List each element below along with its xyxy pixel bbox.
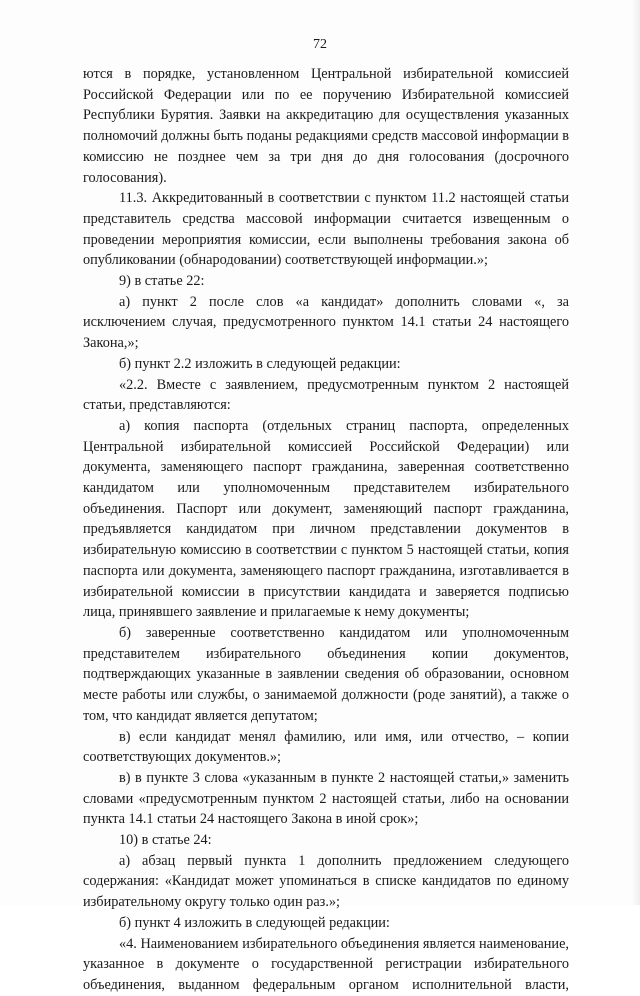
paragraph: б) пункт 4 изложить в следующей редакции: <box>119 914 390 931</box>
paragraph: б) пункт 2.2 изложить в следующей редакции: <box>119 355 401 372</box>
paragraph: в) в пункте 3 слова «указанным в пункте 2 настоящей статьи,» заменить словами «предусмотренным пунктом 2 настоящей статьи, либо на основании пункта 14.1 статьи 24 настоящего Закона в иной срок»; <box>83 769 569 828</box>
page-body <box>83 64 569 996</box>
paragraph: б) заверенные соответственно кандидатом или уполномоченным представителем избирательного объединения копии документов, подтверждающих указанные в заявлении сведения об образовании, основном месте работы или службы, о занимаемой должности (роде занятий), а также о том, что кандидат является депутатом; <box>83 624 569 724</box>
paragraph: «4. Наименованием избирательного объединения является наименование, указанное в документе о государственной регистрации избирательного объединения, выданном федеральным органом исполнительной власти, <box>83 935 569 993</box>
page-edge-shadow <box>632 0 640 905</box>
page-number: 72 <box>313 37 327 52</box>
paragraph: «2.2. Вместе с заявлением, предусмотренным пунктом 2 настоящей статьи, представляются: <box>83 376 569 414</box>
paragraph: а) копия паспорта (отдельных страниц паспорта, определенных Центральной избирательной комиссией Российской Федерации) или документа, заменяющего паспорт гражданина, заверенная соответственно кандидатом или уполномоченным представителем избирательного объединения. Паспорт или документ, заменяющий паспорт гражданина, предъявляется кандидатом при личном представлении документов в избирательную комиссию в соответствии с пунктом 5 настоящей статьи, копия паспорта или документа, заменяющего паспорт гражданина, изготавливается в избирательной комиссии в присутствии кандидата и заверяется подписью лица, принявшего заявление и прилагаемые к нему документы; <box>83 417 569 621</box>
paragraph: ются в порядке, установленном Центральной избирательной комиссией Российской Федерации или по ее поручению Избирательной комиссией Республики Бурятия. Заявки на аккредитацию для осуществления указанных полномочий должны быть поданы редакциями средств массовой информации в комиссию не позднее чем за три дня до дня голосования (досрочного голосования). <box>83 66 569 186</box>
paragraph: 10) в статье 24: <box>119 832 212 849</box>
paragraph: 11.3. Аккредитованный в соответствии с пунктом 11.2 настоящей статьи представитель средства массовой информации считается извещенным о проведении мероприятия комиссии, если выполнены требования закона об опубликовании (обнародовании) соответствующей информации.»; <box>83 190 569 269</box>
paragraph: в) если кандидат менял фамилию, или имя, или отчество, – копии соответствующих документов.»; <box>83 728 569 766</box>
paragraph: а) абзац первый пункта 1 дополнить предложением следующего содержания: «Кандидат может упоминаться в списке кандидатов по единому избирательному округу только один раз.»; <box>83 852 569 911</box>
paragraph: 9) в статье 22: <box>119 273 205 290</box>
paragraph: а) пункт 2 после слов «а кандидат» дополнить словами «, за исключением случая, предусмотренного пунктом 14.1 статьи 24 настоящего Закона,»; <box>83 293 569 352</box>
